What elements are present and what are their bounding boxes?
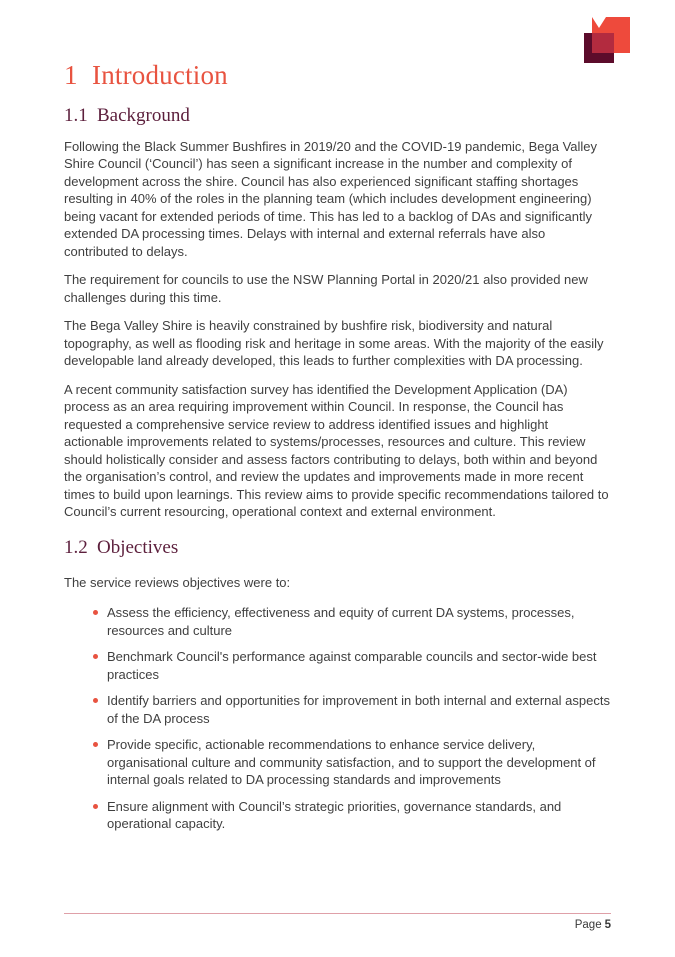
background-paragraph-1: Following the Black Summer Bushfires in 2019/20 and the COVID-19 pandemic, Bega Valley Shire Council (‘Council’) has seen a significant increase in the number and complexity of development across the shire. Council has also experienced significant staffing shortages resulting in 40% of the roles in the planning team (which includes development engineering) being vacant for extended periods of time. This has led to a backlog of DAs and significantly extended DA processing times. Delays with internal and external referrals have also contributed to delays. [64, 138, 598, 259]
subsection-title: Background [97, 105, 190, 126]
list-item-text: Identify barriers and opportunities for improvement in both internal and external aspects of the DA process [107, 693, 610, 726]
subsection-number: 1.1 [64, 105, 88, 126]
list-item-text: Assess the efficiency, effectiveness and equity of current DA systems, processes, resources and culture [107, 605, 575, 638]
subsection-title: Objectives [97, 536, 179, 558]
bullet-icon [93, 698, 98, 703]
bullet-icon [93, 654, 98, 659]
section-title: Introduction [92, 60, 228, 90]
list-item-text: Provide specific, actionable recommendations to enhance service delivery, organisational culture and community satisfaction, and to support the development of internal goals related to DA processing standards and improvements [107, 737, 596, 788]
subsection-number: 1.2 [64, 536, 88, 558]
list-item [64, 648, 611, 683]
objectives-list [64, 604, 611, 833]
background-paragraph-3: The Bega Valley Shire is heavily constrained by bushfire risk, biodiversity and natural topography, as well as flooding risk and heritage in some areas. With the majority of the easily developable land already developed, this leads to further complexities with DA processing. [64, 318, 604, 369]
list-item-text: Benchmark Council's performance against comparable councils and sector-wide best practices [107, 649, 597, 682]
footer-divider [64, 913, 611, 914]
section-heading-introduction [64, 62, 611, 89]
list-item [64, 798, 611, 833]
background-paragraph-4: A recent community satisfaction survey has identified the Development Application (DA) process as an area requiring improvement within Council. In response, the Council has requested a comprehensive service review to address identified issues and highlight actionable improvements related to systems/processes, resources and culture. This review should holistically consider and assess factors contributing to delays, both within and beyond the organisation’s control, and review the updates and improvements made in more recent times to build upon learnings. This review aims to provide specific recommendations tailored to Council’s current resourcing, operational context and external environment. [64, 381, 609, 520]
subheading-background [64, 106, 611, 127]
list-item-text: Ensure alignment with Council’s strategic priorities, governance standards, and operational capacity. [107, 798, 562, 832]
page-footer [64, 913, 611, 931]
company-logo-icon [582, 9, 634, 65]
bullet-icon [93, 610, 98, 615]
section-number: 1 [64, 60, 78, 90]
subheading-objectives [64, 538, 611, 559]
background-paragraph-2: The requirement for councils to use the NSW Planning Portal in 2020/21 also provided new challenges during this time. [64, 272, 588, 305]
page-number [64, 919, 611, 931]
objectives-intro-line: The service reviews objectives were to: [64, 574, 291, 590]
list-item [64, 604, 611, 639]
page-number-label: Page [574, 919, 602, 931]
bullet-icon [93, 742, 98, 747]
bullet-icon [93, 804, 98, 809]
list-item [64, 692, 611, 727]
list-item [64, 736, 611, 789]
page-number-value: 5 [604, 919, 611, 931]
